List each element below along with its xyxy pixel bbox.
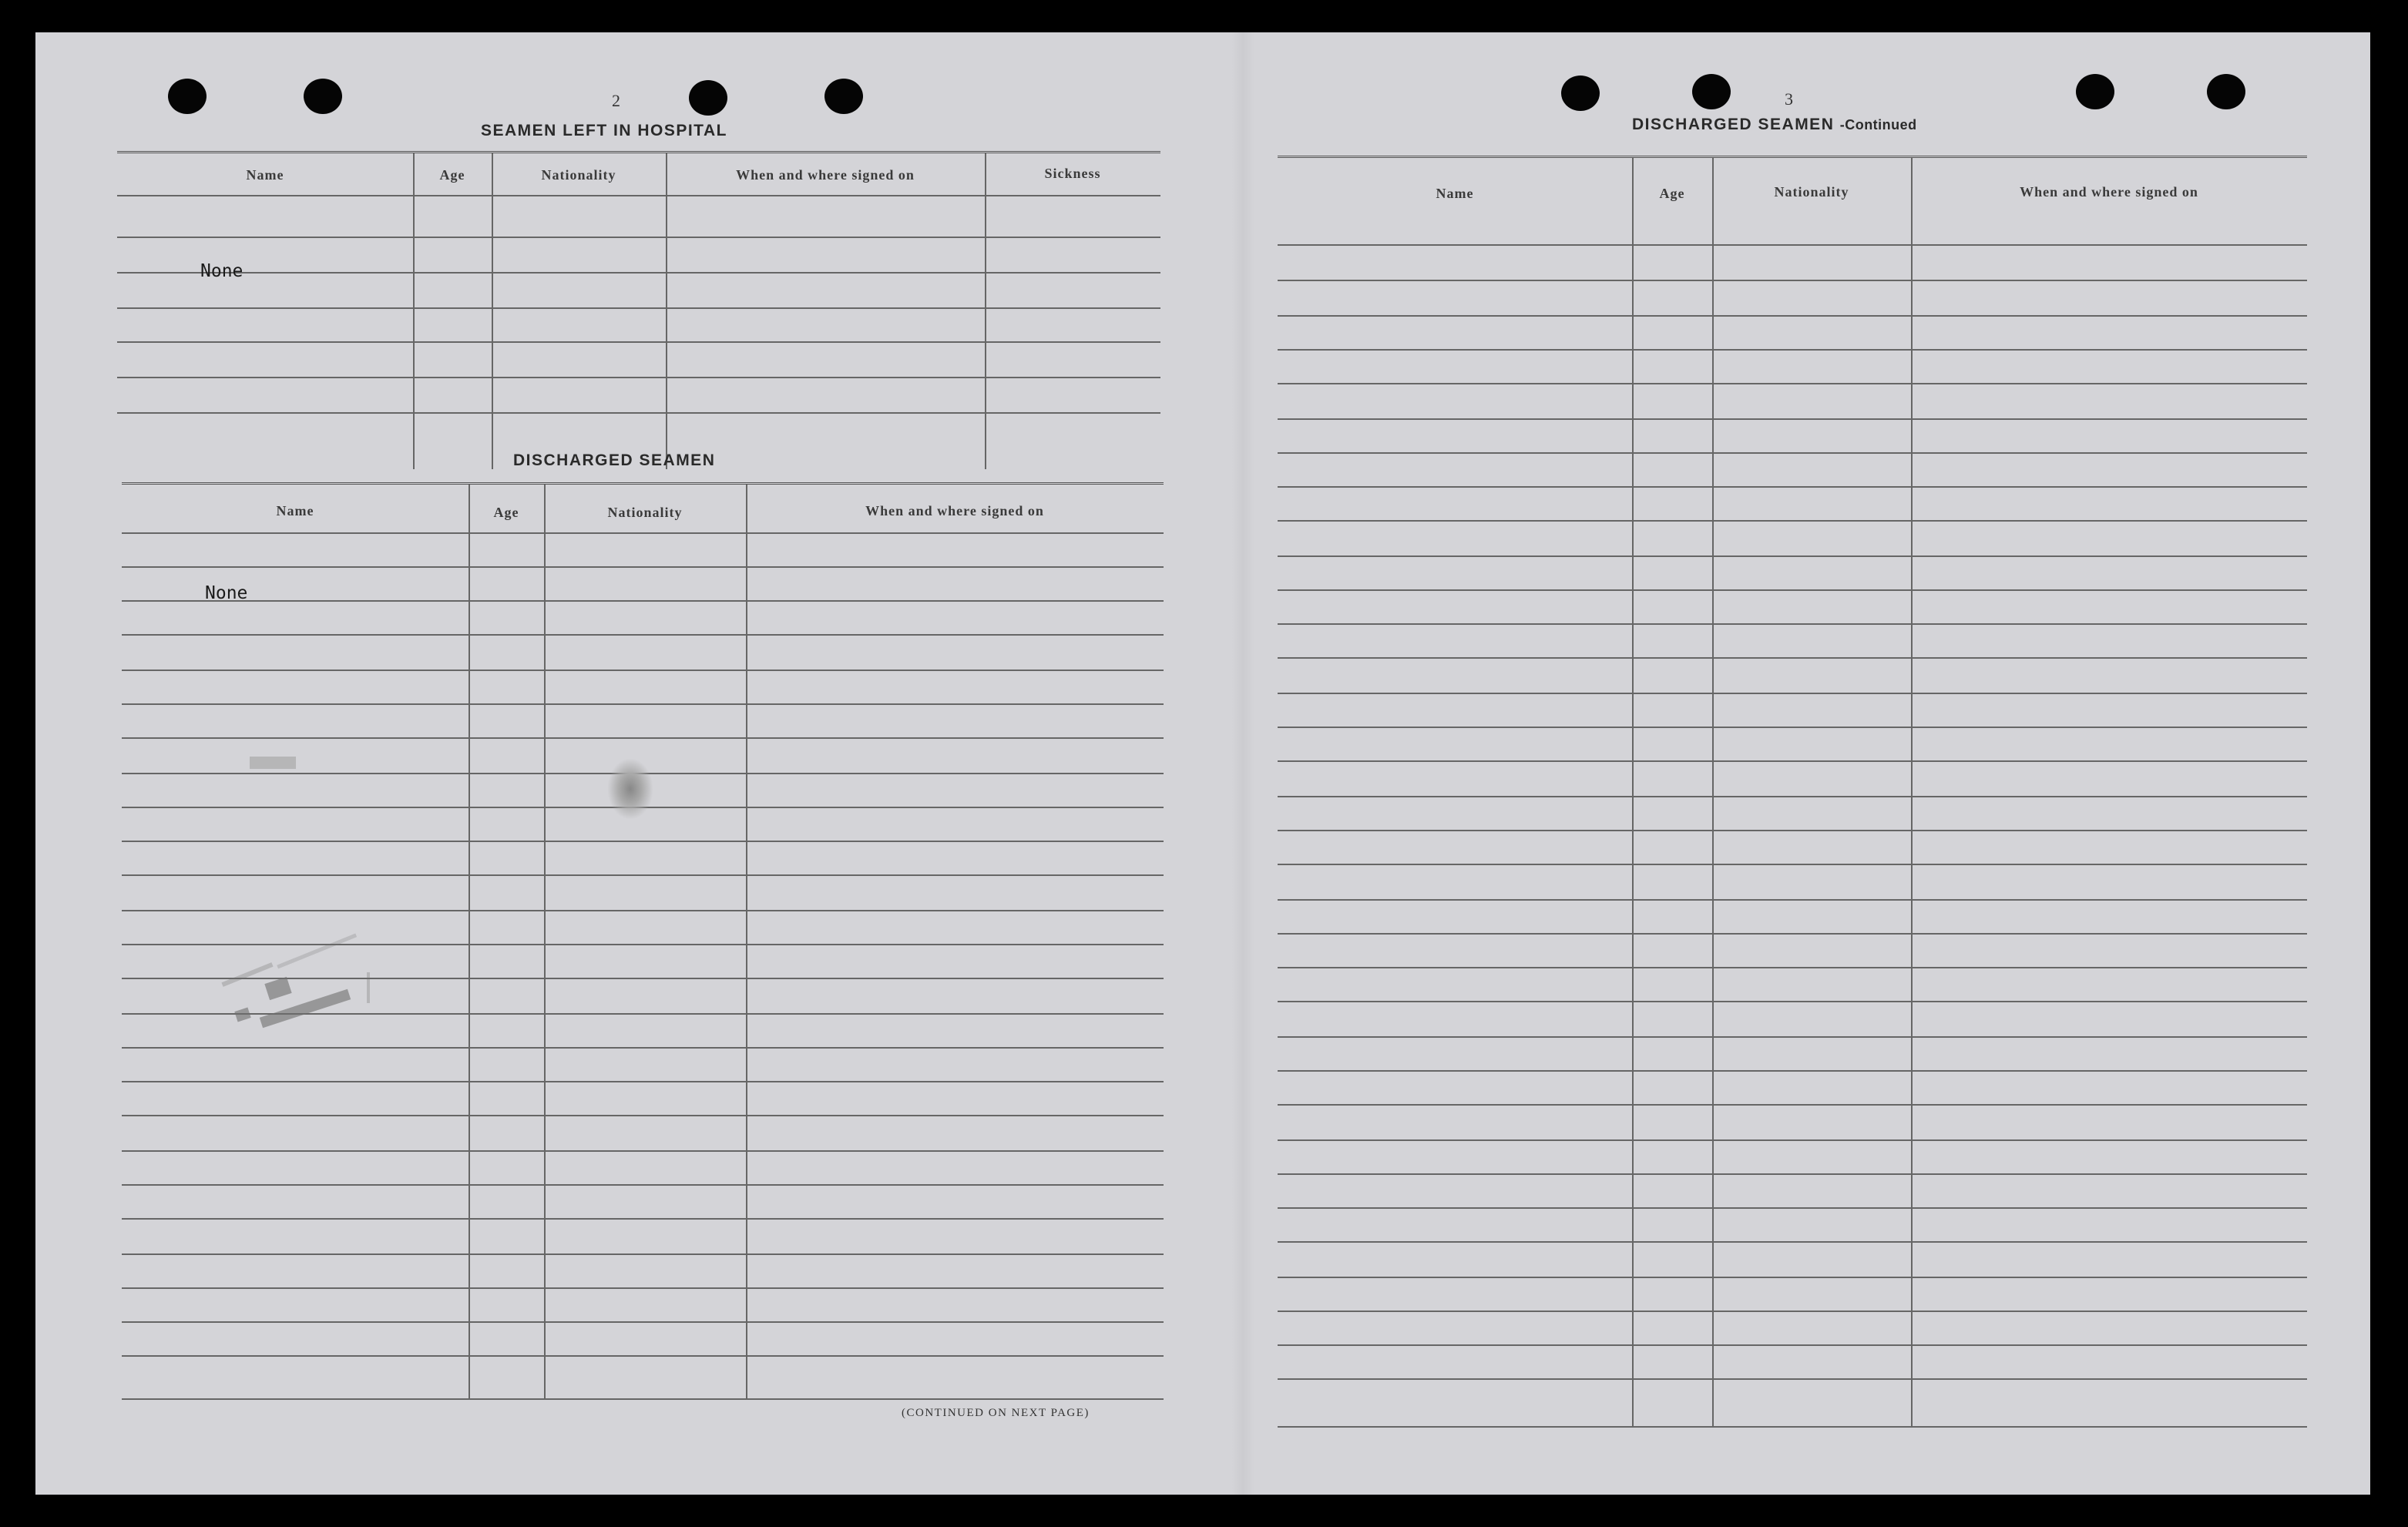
continued-row-rule: [1278, 349, 2307, 351]
discharged-row-rule: [122, 1398, 1164, 1400]
continued-row-rule: [1278, 383, 2307, 384]
discharged-row-rule: [122, 600, 1164, 602]
discharged-row-rule: [122, 1218, 1164, 1220]
discharged-continued-title-text: DISCHARGED SEAMEN: [1632, 116, 1835, 133]
page-fold: [1231, 32, 1254, 1495]
continued-row-rule: [1278, 1344, 2307, 1346]
continued-row-rule: [1278, 796, 2307, 797]
hospital-col-divider: [985, 153, 986, 469]
continued-row-rule: [1278, 933, 2307, 935]
continued-row-rule: [1278, 486, 2307, 488]
discharged-header-signed-on: When and where signed on: [865, 503, 1044, 519]
hospital-col-divider: [413, 153, 415, 469]
continued-row-rule: [1278, 1139, 2307, 1141]
continued-row-rule: [1278, 830, 2307, 831]
discharged-col-divider: [469, 485, 470, 1400]
continued-row-rule: [1278, 1036, 2307, 1038]
discharged-continued-title: [1632, 116, 1917, 134]
hospital-col-divider: [492, 153, 493, 469]
hospital-row-rule: [117, 195, 1160, 196]
hospital-header-name: Name: [246, 167, 284, 183]
discharged-col-divider: [544, 485, 546, 1400]
continued-row-rule: [1278, 1277, 2307, 1278]
punch-hole: [1692, 74, 1731, 109]
discharged-col-divider: [746, 485, 747, 1400]
discharged-row-rule: [122, 1184, 1164, 1186]
punch-hole: [168, 79, 207, 114]
hospital-header-signed-on: When and where signed on: [736, 167, 915, 183]
continued-header-signed-on: When and where signed on: [2020, 184, 2198, 200]
discharged-entry-name: None: [205, 583, 248, 603]
continued-row-rule: [1278, 1207, 2307, 1209]
punch-hole: [824, 79, 863, 114]
discharged-row-rule: [122, 634, 1164, 636]
discharged-row-rule: [122, 910, 1164, 911]
hospital-col-divider: [666, 153, 667, 469]
hospital-row-rule: [117, 307, 1160, 309]
continued-row-rule: [1278, 418, 2307, 420]
hospital-section-title: SEAMEN LEFT IN HOSPITAL: [481, 122, 727, 139]
discharged-row-rule: [122, 1081, 1164, 1082]
discharged-row-rule: [122, 703, 1164, 705]
discharged-row-rule: [122, 1150, 1164, 1152]
continued-row-rule: [1278, 760, 2307, 762]
discharged-row-rule: [122, 874, 1164, 876]
discharged-row-rule: [122, 1115, 1164, 1116]
continued-row-rule: [1278, 589, 2307, 591]
discharged-header-age: Age: [493, 505, 519, 520]
discharged-row-rule: [122, 737, 1164, 739]
hospital-header-sickness: Sickness: [1044, 166, 1101, 181]
discharged-continued-table: [1278, 156, 2307, 1429]
faded-stamp: [190, 918, 421, 1049]
punch-hole: [689, 80, 727, 116]
hospital-row-rule: [117, 272, 1160, 274]
continued-row-rule: [1278, 520, 2307, 522]
continued-row-rule: [1278, 1173, 2307, 1175]
ink-smudge: [607, 758, 653, 820]
discharged-section-title: DISCHARGED SEAMEN: [513, 451, 716, 469]
discharged-row-rule: [122, 1287, 1164, 1289]
hospital-row-rule: [117, 412, 1160, 414]
continued-row-rule: [1278, 452, 2307, 454]
continued-footer: (CONTINUED ON NEXT PAGE): [902, 1407, 1090, 1419]
punch-hole: [2076, 74, 2114, 109]
punch-hole: [2207, 74, 2245, 109]
continued-row-rule: [1278, 727, 2307, 728]
continued-row-rule: [1278, 555, 2307, 557]
discharged-row-rule: [122, 1355, 1164, 1357]
continued-row-rule: [1278, 899, 2307, 901]
discharged-row-rule: [122, 1253, 1164, 1255]
continued-row-rule: [1278, 1001, 2307, 1002]
discharged-row-rule: [122, 532, 1164, 534]
punch-hole: [1561, 76, 1600, 111]
continued-row-rule: [1278, 1311, 2307, 1312]
punch-hole: [304, 79, 342, 114]
continued-header-nationality: Nationality: [1774, 184, 1849, 200]
continued-row-rule: [1278, 864, 2307, 865]
continued-row-rule: [1278, 244, 2307, 246]
hospital-table: [117, 151, 1160, 469]
continued-row-rule: [1278, 693, 2307, 694]
continued-row-rule: [1278, 1241, 2307, 1243]
continued-row-rule: [1278, 1378, 2307, 1380]
hospital-header-age: Age: [439, 167, 465, 183]
hospital-row-rule: [117, 237, 1160, 238]
page-number-right: 3: [1785, 89, 1793, 109]
discharged-row-rule: [122, 841, 1164, 842]
discharged-row-rule: [122, 1321, 1164, 1323]
continued-row-rule: [1278, 280, 2307, 281]
ledger-sheet: [35, 32, 2370, 1495]
continued-row-rule: [1278, 967, 2307, 968]
hospital-row-rule: [117, 341, 1160, 343]
discharged-row-rule: [122, 670, 1164, 671]
continued-row-rule: [1278, 1426, 2307, 1428]
continued-row-rule: [1278, 1104, 2307, 1106]
discharged-row-rule: [122, 566, 1164, 568]
hospital-row-rule: [117, 377, 1160, 378]
continued-row-rule: [1278, 623, 2307, 625]
continued-header-name: Name: [1436, 186, 1474, 201]
hospital-header-nationality: Nationality: [541, 167, 616, 183]
faint-mark: [213, 741, 305, 787]
continued-row-rule: [1278, 1070, 2307, 1072]
continued-row-rule: [1278, 657, 2307, 659]
continued-row-rule: [1278, 315, 2307, 317]
hospital-entry-name: None: [200, 261, 243, 281]
continued-suffix: -Continued: [1839, 117, 1917, 133]
continued-header-age: Age: [1659, 186, 1685, 201]
page-number-left: 2: [612, 91, 620, 110]
discharged-header-nationality: Nationality: [607, 505, 683, 520]
discharged-header-name: Name: [276, 503, 314, 519]
